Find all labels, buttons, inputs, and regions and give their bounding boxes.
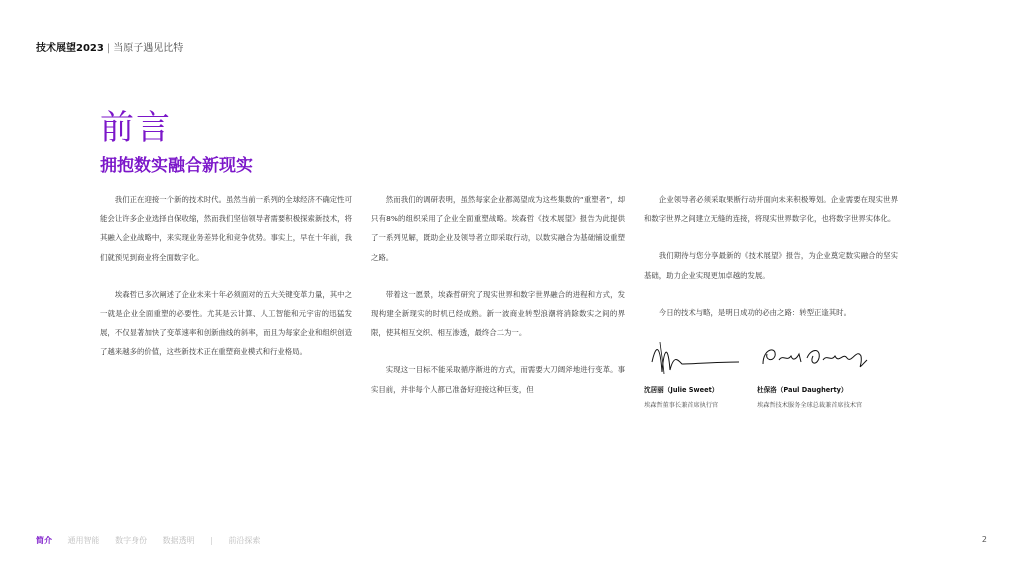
signature-image (644, 340, 764, 376)
signatory-title: 埃森哲董事长兼首席执行官 (644, 402, 719, 409)
paragraph: 我们正在迎接一个新的技术时代。虽然当前一系列的全球经济不确定性可能会让许多企业选择自保收缩，然而我们坚信领导者需要积极探索新技术，将其融入企业战略中，来实现业务差异化和竞争优势。事实上，早在十年前，我们就预见到商业将全面数字化。 (100, 195, 352, 262)
paragraph: 企业领导者必须采取果断行动并面向未来积极筹划。企业需要在现实世界和数字世界之间建立无缝的连接，将现实世界数字化，也将数字世界实体化。 (644, 195, 898, 224)
report-brand: 技术展望2023 (36, 43, 104, 54)
text-column-3 (644, 190, 898, 340)
paragraph: 埃森哲已多次阐述了企业未来十年必须面对的五大关键变革力量，其中之一就是企业全面重塑的必要性。尤其是云计算、人工智能和元宇宙的迅猛发展，不仅显著加快了变革速率和创新曲线的斜率，而且为每家企业和组织创造了越来越多的价值，这些新技术正在重塑商业模式和行业格局。 (100, 289, 352, 357)
doc-header (36, 39, 183, 54)
footer-nav-digital-identity[interactable]: 数字身份 (115, 536, 148, 545)
footer-nav-frontier[interactable]: 前沿探索 (228, 536, 261, 545)
footer-nav-data-transparency[interactable]: 数据透明 (162, 536, 195, 545)
footer-nav (36, 535, 273, 546)
page-subtitle: 拥抱数实融合新现实 (100, 156, 253, 176)
report-tagline: 当原子遇见比特 (113, 43, 184, 54)
paragraph: 我们期待与您分享最新的《技术展望》报告，为企业奠定数实融合的坚实基础，助力企业实现更加卓越的发展。 (644, 251, 898, 280)
signatory-name: 杜保洛（Paul Daugherty） (757, 386, 848, 394)
footer-nav-intro[interactable]: 简介 (36, 536, 52, 545)
paragraph: 实现这一目标不能采取循序渐进的方式，而需要大刀阔斧地进行变革。事实目前，并非每个人都已准备好迎接这种巨变，但 (371, 365, 625, 394)
footer-nav-general-ai[interactable]: 通用智能 (67, 536, 100, 545)
signatory-paul-daugherty (757, 340, 887, 409)
page-number: 2 (981, 535, 987, 544)
header-separator: | (106, 43, 111, 54)
signature-image (757, 340, 877, 376)
footer-divider: | (210, 536, 213, 545)
text-column-1 (100, 190, 352, 380)
text-column-2 (371, 190, 625, 417)
signatory-title: 埃森哲技术服务全球总裁兼首席技术官 (757, 402, 863, 409)
paragraph: 然而我们的调研表明，虽然每家企业都渴望成为这些集数的“重塑者”，却只有8%的组织采用了企业全面重塑战略。埃森哲《技术展望》报告为此提供了一系列见解，既助企业及领导者立即采取行动，以数实融合为基础铺设重塑之路。 (371, 195, 625, 262)
paragraph: 今日的技术与略，是明日成功的必由之路：转型正逢其时。 (658, 307, 851, 317)
signatory-name: 沈居丽（Julie Sweet） (644, 386, 719, 394)
page-title: 前言 (100, 108, 172, 148)
signatory-julie-sweet (644, 340, 774, 409)
paragraph: 带着这一愿景，埃森哲研究了现实世界和数字世界融合的进程和方式，发现构建全新现实的时机已经成熟。新一波商业转型浪潮将消除数实之间的界限，使其相互交织、相互渗透，最终合二为一。 (371, 289, 625, 338)
